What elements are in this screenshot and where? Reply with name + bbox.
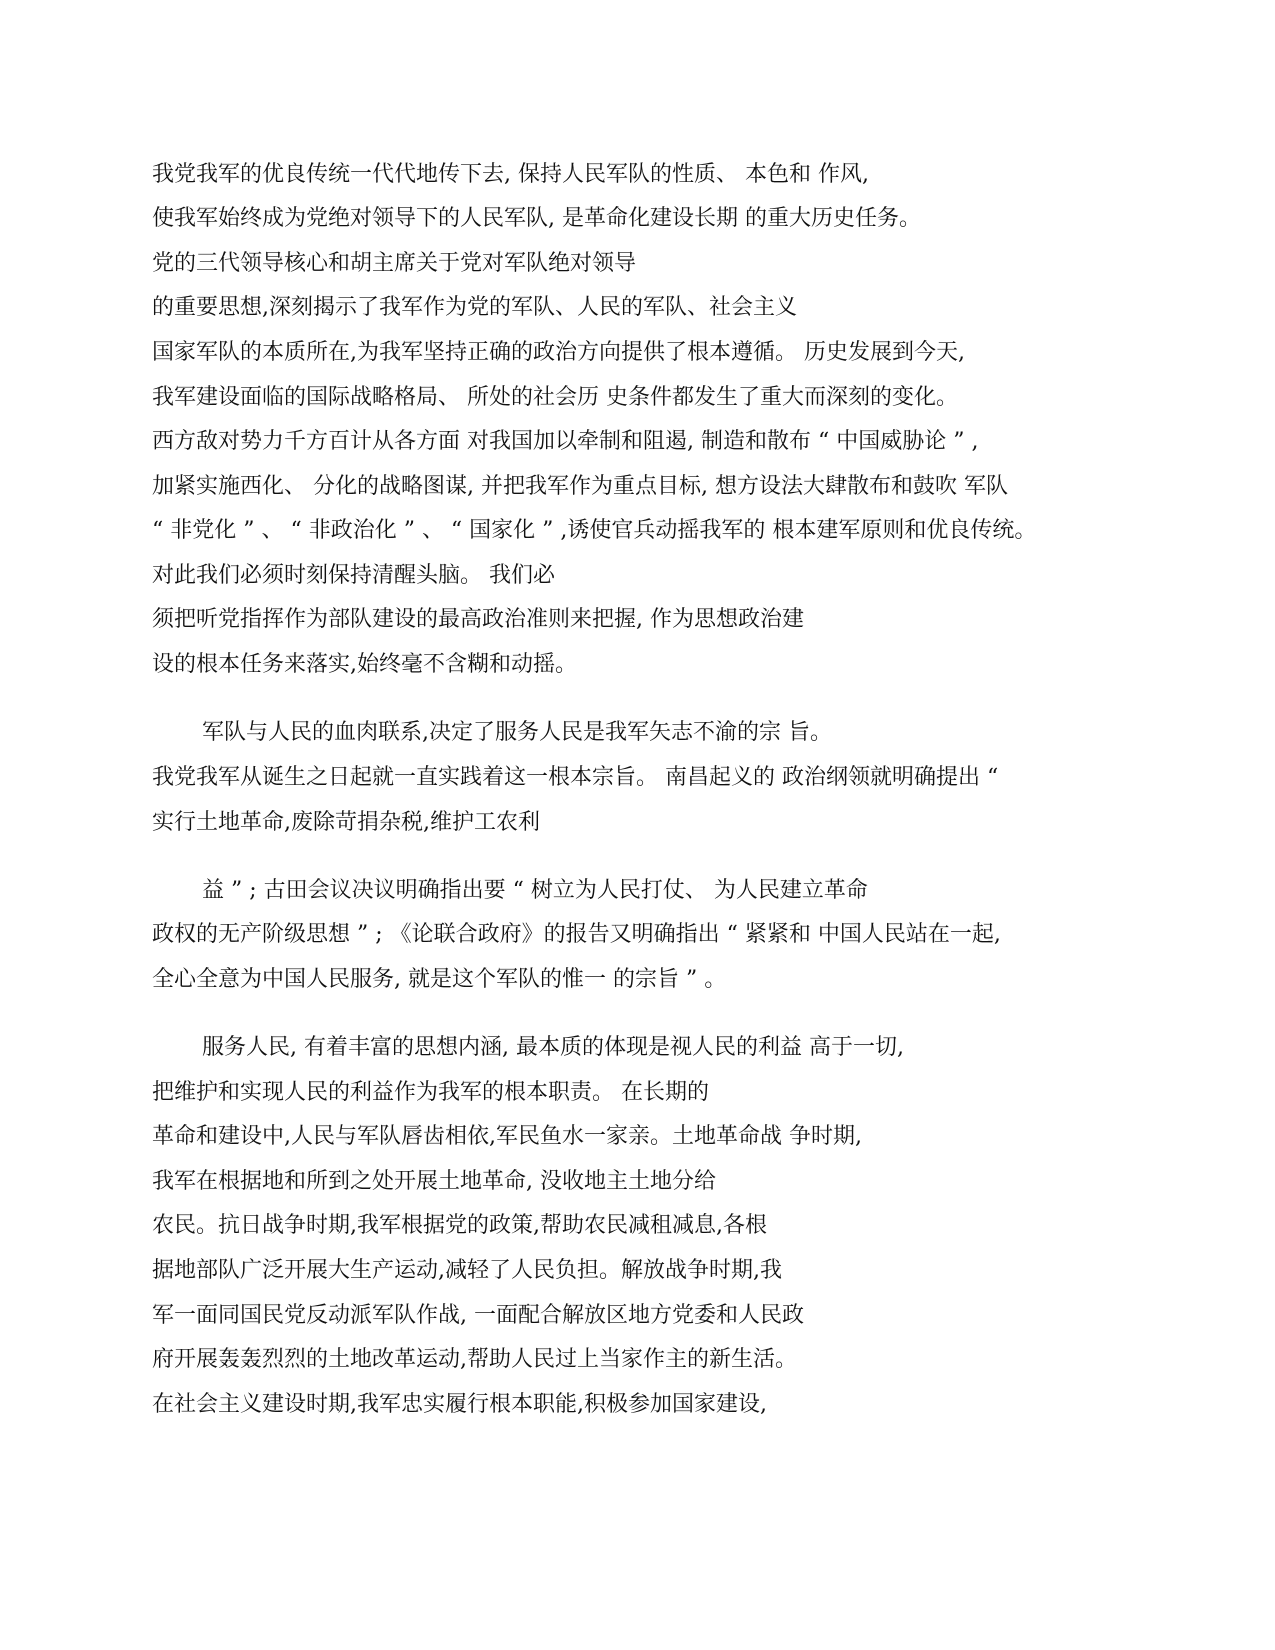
text-line: 服务人民, 有着丰富的思想内涵, 最本质的体现是视人民的利益 高于一切, xyxy=(202,1035,904,1060)
text-line: 设的根本任务来落实,始终毫不含糊和动摇。 xyxy=(152,652,577,677)
text-line: 我党我军的优良传统一代代地传下去, 保持人民军队的性质、 本色和 作风, xyxy=(152,162,869,187)
text-line: 使我军始终成为党绝对领导下的人民军队, 是革命化建设长期 的重大历史任务。 xyxy=(152,206,921,231)
text-line: 我军在根据地和所到之处开展土地革命, 没收地主土地分给 xyxy=(152,1169,716,1194)
text-line: 西方敌对势力千方百计从各方面 对我国加以牵制和阻遏, 制造和散布 “ 中国威胁论 ” , xyxy=(152,429,979,454)
text-line: 把维护和实现人民的利益作为我军的根本职责。 在长期的 xyxy=(152,1080,709,1105)
text-line: 实行土地革命,废除苛捐杂税,维护工农利 xyxy=(152,810,540,835)
text-line: 的重要思想,深刻揭示了我军作为党的军队、人民的军队、社会主义 xyxy=(152,295,797,320)
text-line: 须把听党指挥作为部队建设的最高政治准则来把握, 作为思想政治建 xyxy=(152,607,804,632)
text-line: 据地部队广泛开展大生产运动,减轻了人民负担。解放战争时期,我 xyxy=(152,1258,782,1283)
text-line: 我军建设面临的国际战略格局、 所处的社会历 史条件都发生了重大而深刻的变化。 xyxy=(152,385,958,410)
text-line: 对此我们必须时刻保持清醒头脑。 我们必 xyxy=(152,563,555,588)
text-line: 革命和建设中,人民与军队唇齿相依,军民鱼水一家亲。土地革命战 争时期, xyxy=(152,1124,862,1149)
text-line: 益 ” ; 古田会议决议明确指出要 “ 树立为人民打仗、 为人民建立革命 xyxy=(202,878,868,903)
text-line: 我党我军从诞生之日起就一直实践着这一根本宗旨。 南昌起义的 政治纲领就明确提出 “ xyxy=(152,765,999,790)
text-line: 府开展轰轰烈烈的土地改革运动,帮助人民过上当家作主的新生活。 xyxy=(152,1347,797,1372)
text-line: 国家军队的本质所在,为我军坚持正确的政治方向提供了根本遵循。 历史发展到今天, xyxy=(152,340,965,365)
text-line: 军一面同国民党反动派军队作战, 一面配合解放区地方党委和人民政 xyxy=(152,1303,804,1328)
text-line: 党的三代领导核心和胡主席关于党对军队绝对领导 xyxy=(152,251,637,276)
text-line: 农民。抗日战争时期,我军根据党的政策,帮助农民减租减息,各根 xyxy=(152,1213,767,1238)
text-line: 政权的无产阶级思想 ” ; 《论联合政府》的报告又明确指出 “ 紧紧和 中国人民站在一起, xyxy=(152,922,1001,947)
text-line: 加紧实施西化、 分化的战略图谋, 并把我军作为重点目标, 想方设法大肆散布和鼓吹 军队 xyxy=(152,474,1008,499)
text-line: “ 非党化 ” 、 “ 非政治化 ” 、 “ 国家化 ” ,诱使官兵动摇我军的 根本建军原则和优良传统。 xyxy=(152,518,1037,543)
text-line: 全心全意为中国人民服务, 就是这个军队的惟一 的宗旨 ” 。 xyxy=(152,967,727,992)
text-line: 在社会主义建设时期,我军忠实履行根本职能,积极参加国家建设, xyxy=(152,1392,767,1417)
text-line: 军队与人民的血肉联系,决定了服务人民是我军矢志不渝的宗 旨。 xyxy=(202,720,832,745)
